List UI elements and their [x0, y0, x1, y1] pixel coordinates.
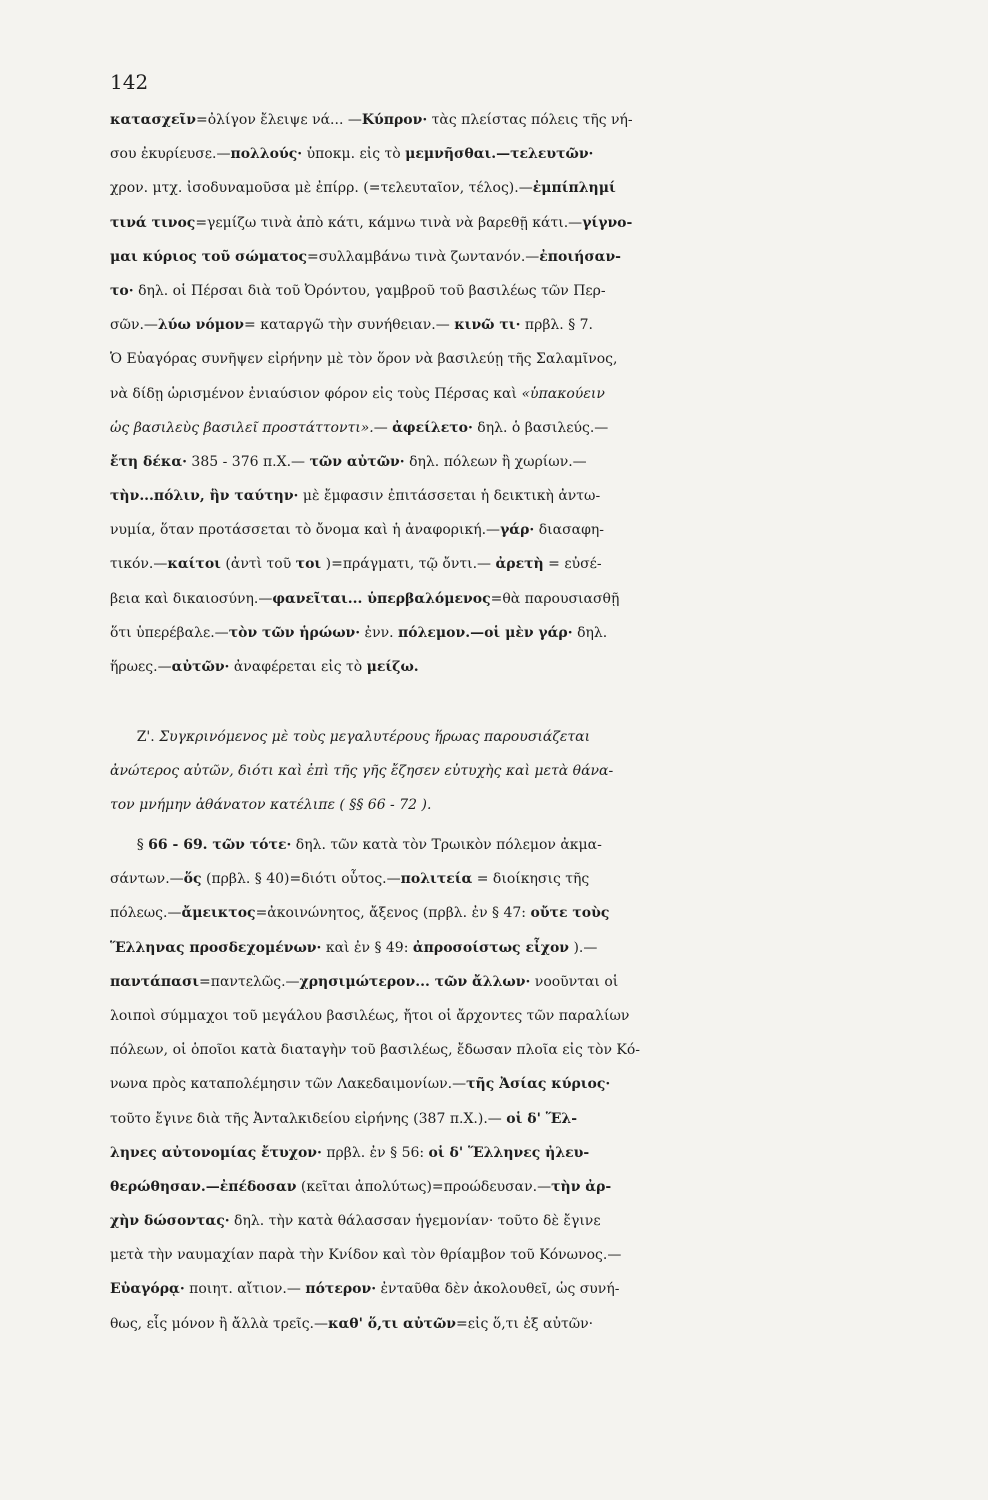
bold-lemma: μεμνῆσθαι.—τελευτῶν·	[405, 146, 594, 163]
bold-lemma: πολιτεία	[400, 871, 473, 888]
bold-lemma: ὅς	[183, 871, 202, 888]
bold-lemma: Εὐαγόρᾳ·	[110, 1281, 185, 1298]
bold-lemma: τὸν τῶν ἡρώων·	[228, 624, 361, 641]
text-segment: δηλ.	[572, 624, 608, 641]
text-segment: δηλ. τὴν κατὰ θάλασσαν ἡγεμονίαν· τοῦτο δὲ ἔγινε	[229, 1213, 601, 1230]
bold-lemma: παντάπασι	[110, 973, 200, 990]
text-segment: (κεῖται ἀπολύτως)=προώδευσαν.—	[296, 1178, 552, 1195]
bold-lemma: Ἕλληνας προσδεχομένων·	[110, 939, 322, 956]
text-line	[110, 1307, 940, 1341]
text-segment: πρβλ. ἐν § 56:	[321, 1144, 429, 1161]
text-segment: διασαφη-	[534, 522, 605, 539]
text-line	[110, 754, 940, 788]
text-line	[110, 616, 940, 650]
text-segment: ).—	[569, 939, 598, 956]
text-segment: =ὀλίγον ἔλειψε νά... —	[196, 112, 362, 128]
text-segment: σάντων.—	[110, 871, 184, 888]
text-line	[110, 828, 940, 862]
text-segment: =εἰς ὅ,τι ἐξ αὐτῶν·	[456, 1315, 594, 1332]
text-segment: σῶν.—	[110, 317, 158, 334]
text-segment: βεια καὶ δικαιοσύνη.—	[110, 590, 273, 607]
bold-lemma: γίγνο-	[582, 214, 633, 231]
bold-lemma: οἱ δ' Ἕλ-	[506, 1110, 578, 1127]
text-segment: Ζ'.	[110, 729, 160, 745]
text-segment: (ἀντὶ τοῦ	[220, 556, 296, 573]
text-segment: νωνα πρὸς καταπολέμησιν τῶν Λακεδαιμονίων.—	[110, 1076, 467, 1093]
bold-lemma: κατασχεῖν	[110, 112, 196, 128]
text-segment: τικόν.—	[110, 556, 168, 573]
text-line	[110, 240, 940, 274]
text-line	[110, 103, 940, 137]
bold-lemma: μαι κύριος τοῦ σώματος	[110, 248, 307, 265]
text-line	[110, 1272, 940, 1306]
bold-lemma: καίτοι	[167, 556, 221, 573]
text-segment: ὑποκμ. εἰς τὸ	[302, 146, 406, 163]
text-segment: = εὐσέ-	[543, 556, 602, 573]
text-line	[110, 1067, 940, 1101]
bold-lemma: ἐποιήσαν-	[539, 248, 621, 265]
bold-lemma: χρησιμώτερον... τῶν ἄλλων·	[299, 973, 531, 990]
text-line	[110, 411, 940, 445]
bold-lemma: τοι	[295, 556, 322, 573]
text-segment: (πρβλ. § 40)=διότι οὗτος.—	[201, 871, 401, 888]
text-line	[110, 582, 940, 616]
text-segment: δηλ. ὁ βασιλεύς.—	[472, 419, 609, 436]
text-segment: χρον. μτχ. ἰσοδυναμοῦσα μὲ ἐπίρρ. (=τελευταῖον, τέλος).—	[110, 180, 533, 197]
text-segment: δηλ. τῶν κατὰ τὸν Τρωικὸν πόλεμον ἀκμα-	[291, 837, 602, 853]
text-segment: )=πράγματι, τῷ ὄντι.—	[321, 556, 496, 573]
bold-lemma: γάρ·	[500, 522, 535, 539]
italic-text: ἀνώτερος αὐτῶν, διότι καὶ ἐπὶ τῆς γῆς ἔζησεν εὐτυχὴς καὶ μετὰ θάνα-	[110, 763, 614, 780]
text-line	[110, 308, 940, 342]
text-segment: = διοίκησις τῆς	[472, 871, 590, 888]
text-line	[110, 1033, 940, 1067]
text-line	[110, 965, 940, 999]
italic-text: «ὑπακούειν	[521, 385, 605, 402]
bold-lemma: ἐμπίπλημί	[532, 180, 616, 197]
bold-lemma: θερώθησαν.—ἐπέδοσαν	[110, 1178, 297, 1195]
text-segment: μὲ ἔμφασιν ἐπιτάσσεται ἡ δεικτικὴ ἀντω-	[298, 488, 601, 505]
bold-lemma: ἔτη δέκα·	[110, 453, 187, 470]
bold-lemma: Κύπρον·	[361, 112, 428, 128]
text-line	[110, 513, 940, 547]
text-line	[110, 206, 940, 240]
text-segment: δηλ. οἱ Πέρσαι διὰ τοῦ Ὀρόντου, γαμβροῦ τοῦ βασιλέως τῶν Περ-	[133, 282, 606, 299]
bold-lemma: λύω νόμον	[157, 317, 245, 334]
text-segment: μετὰ τὴν ναυμαχίαν παρὰ τὴν Κνίδον καὶ τὸν θρίαμβον τοῦ Κόνωνος.—	[110, 1247, 622, 1264]
text-line	[110, 999, 940, 1033]
text-segment: —	[373, 419, 393, 436]
bold-lemma: καθ' ὅ,τι αὐτῶν	[328, 1315, 456, 1332]
bold-lemma: ἀρετὴ	[495, 556, 544, 573]
text-segment: λοιποὶ σύμμαχοι τοῦ μεγάλου βασιλέως, ἤτοι οἱ ἄρχοντες τῶν παραλίων	[110, 1007, 630, 1024]
bold-lemma: μείζω.	[366, 659, 419, 675]
text-segment: =παντελῶς.—	[199, 973, 300, 990]
bold-lemma: οὔτε τοὺς	[530, 905, 610, 922]
text-line	[110, 445, 940, 479]
text-segment: ἐνταῦθα δὲν ἀκολουθεῖ, ὡς συνή-	[376, 1281, 620, 1298]
bold-lemma: ἀφείλετο·	[392, 419, 473, 436]
text-segment: σου ἐκυρίευσε.—	[110, 146, 231, 163]
bold-lemma: 66 - 69. τῶν τότε·	[148, 837, 292, 853]
text-segment: = καταργῶ τὴν συνήθειαν.—	[244, 317, 455, 334]
italic-text: τον μνήμην ἀθάνατον κατέλιπε ( §§ 66 - 72 ).	[110, 797, 432, 814]
bold-lemma: ἀπροσοίστως εἶχον	[412, 939, 569, 956]
text-segment: ἀναφέρεται εἰς τὸ	[229, 659, 367, 675]
text-segment: ἥρωες.—	[110, 659, 172, 675]
text-segment: ποιητ. αἴτιον.—	[184, 1281, 306, 1298]
text-segment: θως, εἷς μόνον ἢ ἄλλὰ τρεῖς.—	[110, 1315, 328, 1332]
text-segment: τοῦτο ἔγινε διὰ τῆς Ἀνταλκιδείου εἰρήνης (387 π.Χ.).—	[110, 1110, 507, 1127]
text-segment: νυμία, ὅταν προτάσσεται τὸ ὄνομα καὶ ἡ ἀναφορική.—	[110, 522, 501, 539]
text-line	[110, 896, 940, 930]
summary-paragraph	[110, 720, 940, 823]
bold-lemma: τῆς Ἀσίας κύριος·	[466, 1076, 611, 1093]
text-segment: δηλ. πόλεων ἢ χωρίων.—	[404, 453, 587, 470]
bold-lemma: τινά τινος	[110, 214, 196, 231]
bold-lemma: το·	[110, 282, 134, 299]
text-line	[110, 788, 940, 822]
text-segment: §	[110, 837, 149, 853]
bold-lemma: τὴν...πόλιν, ἣν ταύτην·	[110, 488, 299, 505]
text-line	[110, 1204, 940, 1238]
text-line	[110, 1136, 940, 1170]
text-line	[110, 547, 940, 581]
text-line	[110, 862, 940, 896]
italic-text: ὡς βασιλεὺς βασιλεῖ προστάττοντι».	[110, 419, 374, 436]
bold-lemma: φανεῖται... ὑπερβαλόμενος	[272, 590, 491, 607]
bold-lemma: αὐτῶν·	[171, 659, 230, 675]
bold-lemma: οἱ δ' Ἕλληνες ἠλευ-	[428, 1144, 590, 1161]
bold-lemma: τὴν ἀρ-	[551, 1178, 612, 1195]
text-segment: ἐνν.	[360, 624, 398, 641]
bold-lemma: τῶν αὐτῶν·	[309, 453, 405, 470]
text-line	[110, 274, 940, 308]
bold-lemma: κινῶ τι·	[454, 317, 521, 334]
text-segment: καὶ ἐν § 49:	[321, 939, 413, 956]
text-segment: πόλεων, οἱ ὁποῖοι κατὰ διαταγὴν τοῦ βασιλέως, ἔδωσαν πλοῖα εἰς τὸν Κό-	[110, 1042, 641, 1059]
bold-lemma: πότερον·	[305, 1281, 377, 1298]
text-segment: =θὰ παρουσιασθῇ	[490, 590, 620, 607]
italic-text: Συγκρινόμενος μὲ τοὺς μεγαλυτέρους ἥρωας παρουσιάζεται	[159, 729, 591, 745]
text-line	[110, 1238, 940, 1272]
bold-lemma: πολλούς·	[230, 146, 303, 163]
text-line	[110, 377, 940, 411]
text-segment: Ὁ Εὐαγόρας συνῆψεν εἰρήνην μὲ τὸν ὅρον νὰ βασιλεύῃ τῆς Σαλαμῖνος,	[110, 351, 618, 368]
text-segment: 385 - 376 π.Χ.—	[186, 453, 310, 470]
text-line	[110, 171, 940, 205]
text-line	[110, 137, 940, 171]
text-segment: πόλεως.—	[110, 905, 182, 922]
text-segment: =συλλαμβάνω τινὰ ζωντανόν.—	[307, 248, 540, 265]
text-segment: νὰ δίδῃ ὡρισμένον ἐνιαύσιον φόρον εἰς τοὺς Πέρσας καὶ	[110, 385, 522, 402]
text-segment: τὰς πλείστας πόλεις τῆς νή-	[427, 112, 633, 128]
bold-lemma: ληνες αὐτονομίας ἔτυχον·	[110, 1144, 322, 1161]
text-line	[110, 1102, 940, 1136]
text-line	[110, 342, 940, 376]
text-segment: νοοῦνται οἱ	[530, 973, 619, 990]
commentary-paragraph-1	[110, 103, 940, 684]
bold-lemma: πόλεμον.—οἱ μὲν γάρ·	[398, 624, 573, 641]
text-segment: πρβλ. § 7.	[520, 317, 594, 334]
bold-lemma: χὴν δώσοντας·	[110, 1213, 230, 1230]
text-segment: =ἀκοινώνητος, ἄξενος (πρβλ. ἐν § 47:	[255, 905, 531, 922]
text-line	[110, 479, 940, 513]
commentary-paragraph-2	[110, 828, 940, 1341]
text-line	[110, 720, 940, 754]
text-line	[110, 931, 940, 965]
text-segment: =γεμίζω τινὰ ἀπὸ κάτι, κάμνω τινὰ νὰ βαρεθῇ κάτι.—	[195, 214, 583, 231]
text-line	[110, 650, 940, 684]
bold-lemma: ἄμεικτος	[181, 905, 256, 922]
text-segment: ὅτι ὑπερέβαλε.—	[110, 624, 229, 641]
text-line	[110, 1170, 940, 1204]
page-number: 142	[110, 70, 149, 94]
